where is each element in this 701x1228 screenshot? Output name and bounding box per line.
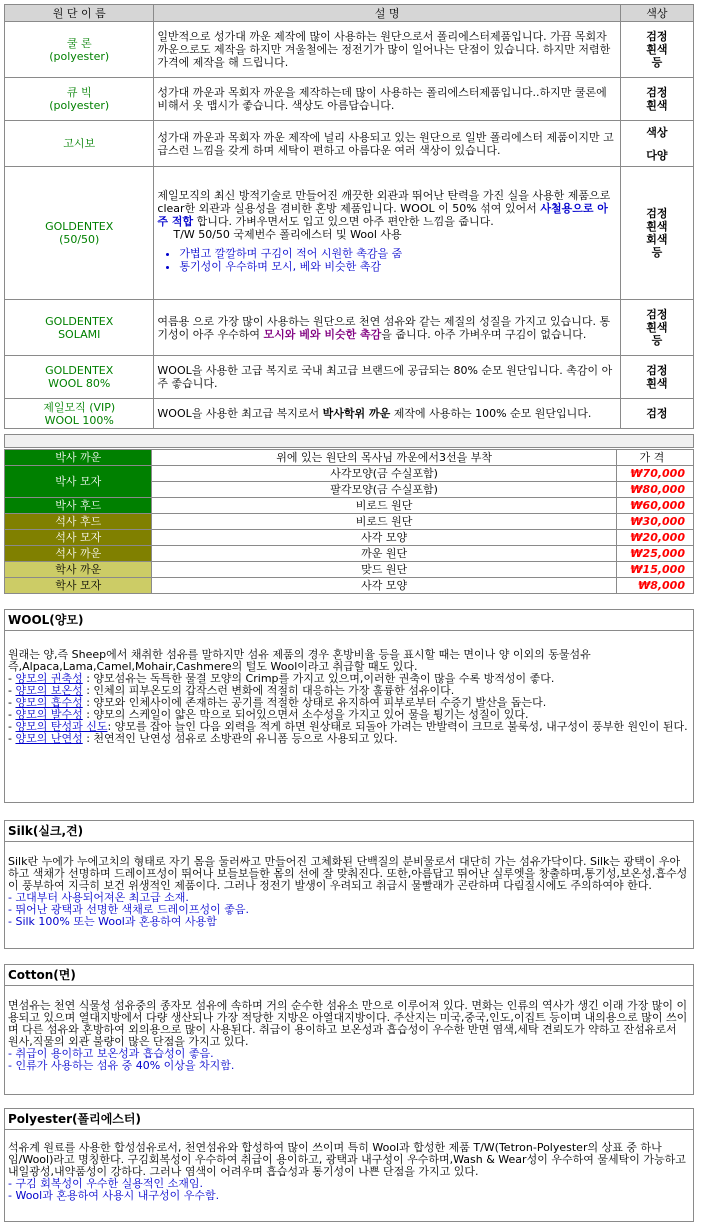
price-item-name: 석사 모자 bbox=[5, 530, 152, 546]
fabric-name-text: GOLDENTEX bbox=[45, 364, 114, 377]
cotton-section bbox=[4, 964, 694, 1095]
list-item: - Wool과 혼용하여 사용시 내구성이 우수함. bbox=[8, 1189, 220, 1202]
desc-text: WOOL을 사용한 최고급 복지로서 bbox=[157, 407, 323, 420]
section-body bbox=[5, 631, 693, 747]
section-body bbox=[5, 1130, 693, 1204]
price-value: ₩30,000 bbox=[616, 514, 693, 530]
list-item: - 고대부터 사용되어져온 최고급 소재. bbox=[8, 891, 189, 904]
section-title: WOOL(양모) bbox=[5, 610, 693, 631]
price-item-desc: 비로드 원단 bbox=[152, 514, 616, 530]
color-text: 흰색 bbox=[646, 220, 668, 233]
item-key: 양모의 보온성 bbox=[15, 684, 83, 697]
color-text: 검정 bbox=[646, 86, 668, 99]
color-text: 다양 bbox=[646, 148, 668, 162]
price-item-desc: 사각 모양 bbox=[152, 530, 616, 546]
fabric-desc: WOOL을 사용한 고급 복지로 국내 최고급 브랜드에 공급되는 80% 순모 원단입니다. 촉감이 아주 좋습니다. bbox=[154, 356, 620, 399]
item-value: : 인체의 피부온도의 갑작스런 변화에 적절히 대응하는 가장 훌륭한 섬유이다. bbox=[82, 684, 455, 697]
list-item: • 통기성이 우수하며 모시, 베와 비슷한 촉감 bbox=[179, 260, 616, 273]
fabric-sub-text: (50/50) bbox=[59, 233, 100, 246]
fabric-colors bbox=[620, 356, 693, 399]
fabric-sub-text: (polyester) bbox=[49, 49, 110, 63]
desc-text: T/W 50/50 국제번수 폴리에스터 및 Wool 사용 bbox=[173, 228, 402, 241]
price-value: ₩8,000 bbox=[616, 578, 693, 594]
table-row bbox=[5, 546, 694, 562]
price-value: ₩15,000 bbox=[616, 562, 693, 578]
color-text: 회색 bbox=[646, 233, 668, 246]
item-value: : 양모와 인체사이에 존재하는 공기를 적절한 상태로 유지하여 피부로부터 수증기 발산을 돕는다. bbox=[82, 696, 547, 709]
table-row bbox=[5, 514, 694, 530]
price-value: ₩80,000 bbox=[616, 482, 693, 498]
price-item-name: 학사 모자 bbox=[5, 578, 152, 594]
list-item: - 양모의 발수성 : 양모의 스케일이 얇은 막으로 되어있으면서 소수성을 가지고 있어 물을 튕기는 성질이 있다. bbox=[8, 708, 529, 721]
table-row bbox=[5, 450, 694, 466]
price-value: ₩70,000 bbox=[616, 466, 693, 482]
color-text: 검정 bbox=[646, 207, 668, 220]
color-text: 검정 bbox=[646, 308, 668, 321]
list-item: - 구김 회복성이 우수한 실용적인 소재임. bbox=[8, 1177, 203, 1190]
color-spacer bbox=[624, 139, 690, 149]
price-item-name: 박사 까운 bbox=[5, 450, 152, 466]
section-title: Cotton(면) bbox=[5, 965, 693, 986]
section-body bbox=[5, 842, 693, 930]
price-table bbox=[4, 449, 694, 594]
item-key: 양모의 난연성 bbox=[15, 732, 83, 745]
fabric-sub-text: SOLAMI bbox=[58, 327, 101, 341]
header-desc: 설 명 bbox=[154, 5, 620, 22]
list-item: • 가볍고 깔깔하며 구김이 적어 시원한 촉감을 줌 bbox=[179, 247, 616, 260]
fabric-colors bbox=[620, 22, 693, 78]
fabric-desc bbox=[154, 399, 620, 429]
price-item-name: 박사 후드 bbox=[5, 498, 152, 514]
color-text: 등 bbox=[651, 246, 663, 259]
section-title: Polyester(폴리에스터) bbox=[5, 1109, 693, 1130]
fabric-name bbox=[5, 78, 154, 121]
price-item-desc: 팔각모양(금 수실포함) bbox=[152, 482, 616, 498]
header-color: 색상 bbox=[620, 5, 693, 22]
desc-text: 제일모직의 최신 방적기술로 만들어진 깨끗한 외관과 뛰어난 탄력을 가진 실을 사용한 제품으로 clear한 외관과 실용성을 겸비한 혼방 제품입니다. WOOL 이 50% 섞여 있어서 bbox=[157, 189, 611, 215]
price-item-desc: 까운 원단 bbox=[152, 546, 616, 562]
section-body bbox=[5, 986, 693, 1074]
fabric-sub-text: WOOL 80% bbox=[48, 377, 111, 390]
item-value: : 양모섬유는 독특한 물결 모양의 Crimp를 가지고 있으며,이러한 권축이 많을 수록 방적성이 좋다. bbox=[82, 672, 555, 685]
price-item-desc: 사각모양(금 수실포함) bbox=[152, 466, 616, 482]
fabric-name-text: GOLDENTEX bbox=[45, 220, 114, 233]
item-value: : 천연적인 난연성 섬유로 소방관의 유니폼 등으로 사용되고 있다. bbox=[82, 732, 398, 745]
fabric-name-text: 큐 빅 bbox=[66, 86, 92, 99]
price-item-name: 석사 후드 bbox=[5, 514, 152, 530]
fabric-desc: 성가대 까운과 목회자 까운을 제작하는데 많이 사용하는 폴리에스터제품입니다..하지만 쿨론에 비해서 옷 맵시가 좋습니다. 색상도 아름답습니다. bbox=[154, 78, 620, 121]
color-text: 흰색 bbox=[646, 43, 668, 56]
fabric-desc: 일반적으로 성가대 까운 제작에 많이 사용하는 원단으로서 폴리에스터제품입니다. 가끔 목회자 까운으로도 제작을 하지만 겨울철에는 정전기가 많이 일어나는 단점이 있습니다. 하지만 저렴한 가격에 제작을 해 드립니다. bbox=[154, 22, 620, 78]
list-item: - 뛰어난 광택과 선명한 색채로 드레이프성이 좋음. bbox=[8, 903, 249, 916]
list-item: - Silk 100% 또는 Wool과 혼용하여 사용함 bbox=[8, 915, 217, 928]
desc-highlight: 모시와 베와 비슷한 촉감 bbox=[263, 327, 382, 341]
table-row bbox=[5, 300, 694, 356]
section-spacer bbox=[4, 434, 694, 448]
list-item: - 양모의 흡수성 : 양모와 인체사이에 존재하는 공기를 적절한 상태로 유지하여 피부로부터 수증기 발산을 돕는다. bbox=[8, 696, 547, 709]
price-item-desc: 맞드 원단 bbox=[152, 562, 616, 578]
desc-text: 여름용 으로 가장 많이 사용하는 원단으로 천연 섬유와 같는 제질의 성질을 가지고 있습니다. 통기성이 아주 우수하여 bbox=[157, 314, 611, 341]
fabric-sub-text: (polyester) bbox=[49, 99, 110, 112]
section-title: Silk(실크,견) bbox=[5, 821, 693, 842]
table-row bbox=[5, 562, 694, 578]
price-item-name: 석사 까운 bbox=[5, 546, 152, 562]
fabric-colors bbox=[620, 300, 693, 356]
desc-text: 합니다. 가벼우면서도 입고 있으면 아주 편안한 느낌을 줍니다. bbox=[193, 215, 494, 228]
table-row bbox=[5, 78, 694, 121]
fabric-colors bbox=[620, 399, 693, 429]
fabric-colors bbox=[620, 78, 693, 121]
price-item-desc: 사각 모양 bbox=[152, 578, 616, 594]
list-item: - 양모의 보온성 : 인체의 피부온도의 갑작스런 변화에 적절히 대응하는 가장 훌륭한 섬유이다. bbox=[8, 684, 455, 697]
list-item: - 취급이 용이하고 보온성과 흡습성이 좋음. bbox=[8, 1047, 214, 1060]
price-value: ₩25,000 bbox=[616, 546, 693, 562]
list-item: - 양모의 탄성과 신도: 양모를 잡아 늘인 다음 외력을 적게 하면 원상태로 되돌아 가려는 반발력이 크므로 불룩성, 내구성이 풍부한 원인이 된다. bbox=[8, 720, 688, 733]
price-value: ₩60,000 bbox=[616, 498, 693, 514]
fabric-name bbox=[5, 22, 154, 78]
price-item-desc: 비로드 원단 bbox=[152, 498, 616, 514]
header-name: 원 단 이 름 bbox=[5, 5, 154, 22]
desc-text: 제작에 사용하는 100% 순모 원단입니다. bbox=[390, 407, 592, 420]
table-row bbox=[5, 399, 694, 429]
list-item: - 인류가 사용하는 섬유 중 40% 이상을 차지함. bbox=[8, 1059, 235, 1072]
fabric-name-text: 쿨 론 bbox=[66, 36, 92, 50]
table-row bbox=[5, 167, 694, 300]
section-text: Silk란 누에가 누에고치의 형태로 자기 몸을 둘러싸고 만들어진 고체화된 단백질의 분비물로서 대단히 가는 섬유가닥이다. Silk는 광택이 우아하고 색채가 선명하며 드레이프성이 뛰어나 보들보들한 몸의 선에 잘 맞춰진다. 또한,아름답고 뛰어난 실루엣을 창출하며,통기성,보온성,흡수성이 풍부하여 지극히 보건 위생적인 제품이다. 그러나 정전기 발생이 우려되고 취급시 물빨래가 곤란하며 다림질시에도 주의하여야 한다. bbox=[8, 855, 688, 892]
fabric-name bbox=[5, 300, 154, 356]
desc-text: 을 줍니다. 아주 가벼우며 구김이 없습니다. bbox=[381, 327, 587, 341]
color-text: 흰색 bbox=[646, 321, 668, 334]
table-row bbox=[5, 578, 694, 594]
fabric-desc: 성가대 까운과 목회자 까운 제작에 널리 사용되고 있는 원단으로 일반 폴리에스터 제품이지만 고급스런 느낌을 갖게 하며 세탁이 편하고 아름다운 여러 색상이 있습니다. bbox=[154, 121, 620, 167]
fabric-desc bbox=[154, 300, 620, 356]
silk-section bbox=[4, 820, 694, 949]
item-value: : 양모의 스케일이 얇은 막으로 되어있으면서 소수성을 가지고 있어 물을 튕기는 성질이 있다. bbox=[82, 708, 529, 721]
item-key: 양모의 탄성과 신도 bbox=[15, 720, 108, 733]
price-item-name: 학사 까운 bbox=[5, 562, 152, 578]
item-key: 양모의 발수성 bbox=[15, 708, 83, 721]
color-text: 검정 bbox=[646, 407, 668, 420]
table-row bbox=[5, 121, 694, 167]
color-text: 검정 bbox=[646, 30, 668, 43]
fabric-name-text: 제일모직 (VIP) bbox=[43, 400, 116, 414]
table-row bbox=[5, 22, 694, 78]
fabric-name bbox=[5, 356, 154, 399]
fabric-name bbox=[5, 399, 154, 429]
desc-highlight: 사철용으로 아주 적합 bbox=[157, 202, 608, 228]
color-text: 흰색 bbox=[646, 99, 668, 112]
table-header bbox=[5, 5, 694, 22]
item-key: 양모의 흡수성 bbox=[15, 696, 83, 709]
feature-list bbox=[173, 247, 616, 273]
color-text: 검정 bbox=[646, 364, 668, 377]
fabric-name-text: GOLDENTEX bbox=[45, 314, 114, 328]
fabric-table bbox=[4, 4, 694, 429]
polyester-section bbox=[4, 1108, 694, 1222]
table-row bbox=[5, 466, 694, 482]
section-intro: 원래는 양,즉 Sheep에서 채취한 섬유를 말하지만 섬유 제품의 경우 혼방비율 등을 표시할 때는 면이나 양 이외의 동물섬유 즉,Alpaca,Lama,Camel,Mohair,Cashmere의 털도 Wool이라고 취급할 때도 있다. bbox=[8, 648, 591, 673]
price-value: ₩20,000 bbox=[616, 530, 693, 546]
color-text: 색상 bbox=[646, 125, 668, 139]
table-row bbox=[5, 530, 694, 546]
fabric-name: 고시보 bbox=[5, 121, 154, 167]
section-text: 석유계 원료를 사용한 합성섬유로서, 천연섬유와 합성하여 많이 쓰이며 특히 Wool과 합성한 제품 T/W(Tetron-Polyester의 상표 중 하나임/Wool)라고 명칭한다. 구김회복성이 우수하여 취급이 용이하고, 광택과 내구성이 우수하며,Wash & Wear성이 우수하여 물세탁이 가능하고 내일광성,내약품성이 강하다. 그러나 염색이 어려우며 흡습성과 통기성이 나쁜 단점을 가지고 있다. bbox=[8, 1141, 686, 1178]
wool-section bbox=[4, 609, 694, 803]
color-text: 등 bbox=[651, 56, 663, 69]
table-row bbox=[5, 356, 694, 399]
list-item: - 양모의 권축성 : 양모섬유는 독특한 물결 모양의 Crimp를 가지고 있으며,이러한 권축이 많을 수록 방적성이 좋다. bbox=[8, 672, 555, 685]
color-text: 흰색 bbox=[646, 377, 668, 390]
color-text: 등 bbox=[651, 334, 663, 347]
fabric-colors bbox=[620, 121, 693, 167]
item-key: 양모의 권축성 bbox=[15, 672, 83, 685]
list-item: - 양모의 난연성 : 천연적인 난연성 섬유로 소방관의 유니폼 등으로 사용되고 있다. bbox=[8, 732, 398, 745]
price-header: 가 격 bbox=[616, 450, 693, 466]
fabric-colors bbox=[620, 167, 693, 300]
price-item-name: 박사 모자 bbox=[5, 466, 152, 498]
fabric-sub-text: WOOL 100% bbox=[44, 413, 114, 427]
item-value: : 양모를 잡아 늘인 다음 외력을 적게 하면 원상태로 되돌아 가려는 반발력이 크므로 불룩성, 내구성이 풍부한 원인이 된다. bbox=[107, 720, 688, 733]
table-row bbox=[5, 498, 694, 514]
section-text: 면섬유는 천연 식물성 섬유중의 종자모 섬유에 속하며 거의 순수한 섬유소 만으로 이루어져 있다. 면화는 인류의 역사가 생긴 이래 가장 많이 이용되고 있으며 열대지방에서 다량 생산되나 가장 적당한 지방은 아열대지방이다. 주산지는 미국,중국,인도,이집트 등이며 내의용으로 많이 쓰이며 다른 섬유와 혼방하여 외의용으로 많이 사용된다. 취급이 용이하고 보온성과 흡습성이 우수한 반면 염색,세탁 견뢰도가 약하고 잔섬유로서 원사,직물의 외관 불량이 많은 단점을 가지고 있다. bbox=[8, 999, 688, 1048]
fabric-desc bbox=[154, 167, 620, 300]
price-item-desc: 위에 있는 원단의 목사님 까운에서3선을 부착 bbox=[152, 450, 616, 466]
fabric-name bbox=[5, 167, 154, 300]
desc-highlight: 박사학위 까운 bbox=[322, 407, 391, 420]
